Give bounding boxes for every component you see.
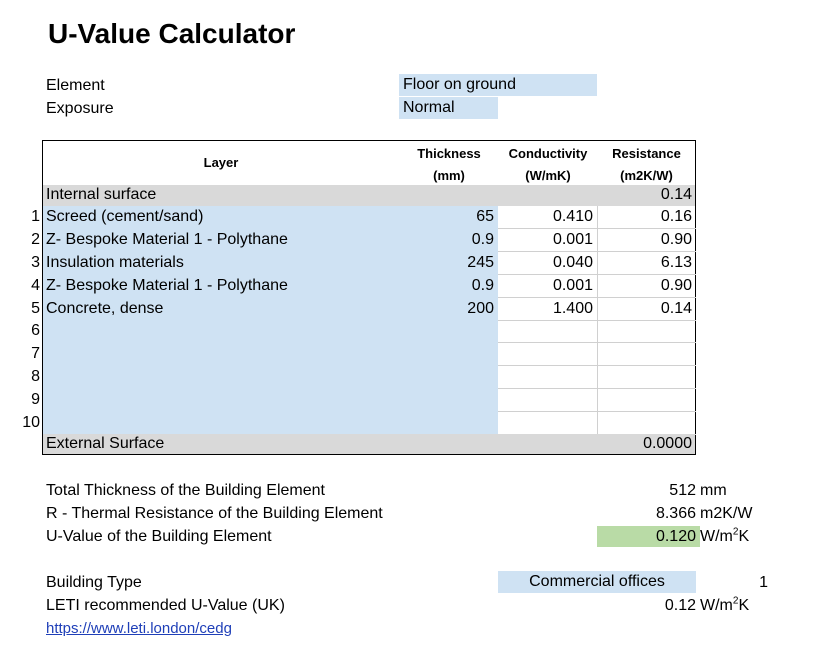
conductivity-cell [498, 366, 598, 389]
resistance-cell [597, 320, 696, 343]
u-value-unit: $W/m^2K$ [700, 526, 750, 545]
resistance-cell: 6.13 [597, 252, 696, 275]
layer-name-cell[interactable]: Z- Bespoke Material 1 - Polythane [46, 231, 288, 248]
total-thickness-value: 512 [669, 482, 696, 499]
conductivity-cell [498, 320, 598, 343]
conductivity-cell: 0.410 [498, 206, 598, 229]
conductivity-cell: 0.001 [498, 275, 598, 298]
page-title: U-Value Calculator [48, 18, 296, 49]
internal-surface-label: Internal surface [46, 186, 157, 203]
row-number: 9 [31, 391, 40, 408]
conductivity-cell: 0.040 [498, 252, 598, 275]
header-layer: Layer [203, 155, 239, 170]
row-number: 2 [31, 231, 40, 248]
header-resistance-unit: (m2K/W) [620, 168, 673, 183]
leti-label: LETI recommended U-Value (UK) [46, 597, 285, 614]
conductivity-cell: 1.400 [498, 298, 598, 321]
layer-name-cell[interactable]: Insulation materials [46, 254, 184, 271]
layer-name-cell[interactable]: Z- Bespoke Material 1 - Polythane [46, 277, 288, 294]
row-number: 7 [31, 345, 40, 362]
layer-name-cell[interactable]: Concrete, dense [46, 300, 164, 317]
exposure-select[interactable]: Normal [399, 97, 498, 119]
external-surface-resistance: 0.0000 [643, 435, 692, 452]
thickness-cell[interactable]: 200 [467, 300, 494, 317]
header-resistance: Resistance [612, 146, 681, 161]
r-value-label: R - Thermal Resistance of the Building Element [46, 505, 383, 522]
row-number: 6 [31, 322, 40, 339]
r-value-unit: m2K/W [700, 505, 753, 522]
internal-surface-resistance: 0.14 [660, 186, 692, 203]
row-number: 10 [22, 414, 40, 431]
resistance-cell [597, 366, 696, 389]
resistance-cell: 0.16 [597, 206, 696, 229]
row-number: 3 [31, 254, 40, 271]
building-type-select[interactable]: Commercial offices [498, 571, 696, 593]
conductivity-cell [498, 389, 598, 412]
thickness-cell[interactable]: 0.9 [471, 231, 494, 248]
external-surface-label: External Surface [46, 435, 165, 452]
header-thickness-unit: (mm) [433, 168, 465, 183]
thickness-cell[interactable]: 0.9 [471, 277, 494, 294]
header-conductivity-unit: (W/mK) [525, 168, 571, 183]
element-select[interactable]: Floor on ground [399, 74, 597, 96]
row-number: 5 [31, 300, 40, 317]
u-value-label: U-Value of the Building Element [46, 528, 272, 545]
row-number: 1 [31, 208, 40, 225]
resistance-cell: 0.90 [597, 275, 696, 298]
leti-unit: $W/m^2K$ [700, 595, 750, 614]
r-value-value: 8.366 [655, 505, 696, 522]
leti-value: 0.12 [664, 597, 696, 614]
layer-name-cell[interactable]: Screed (cement/sand) [46, 208, 204, 225]
conductivity-cell: 0.001 [498, 229, 598, 252]
thickness-cell[interactable]: 245 [467, 254, 494, 271]
leti-link[interactable]: https://www.leti.london/cedg [46, 620, 232, 637]
building-type-label: Building Type [46, 574, 142, 591]
resistance-cell [597, 343, 696, 366]
header-conductivity: Conductivity [508, 146, 588, 161]
element-label: Element [46, 77, 105, 94]
building-type-index: 1 [759, 574, 768, 591]
resistance-cell [597, 389, 696, 412]
resistance-cell: 0.90 [597, 229, 696, 252]
conductivity-cell [498, 412, 598, 435]
resistance-cell [597, 412, 696, 435]
row-number: 4 [31, 277, 40, 294]
resistance-cell: 0.14 [597, 298, 696, 321]
total-thickness-unit: mm [700, 482, 727, 499]
exposure-label: Exposure [46, 100, 114, 117]
total-thickness-label: Total Thickness of the Building Element [46, 482, 325, 499]
conductivity-cell [498, 343, 598, 366]
row-number: 8 [31, 368, 40, 385]
u-value-result: 0.120 [597, 526, 700, 547]
thickness-cell[interactable]: 65 [476, 208, 494, 225]
header-thickness: Thickness [417, 146, 481, 161]
